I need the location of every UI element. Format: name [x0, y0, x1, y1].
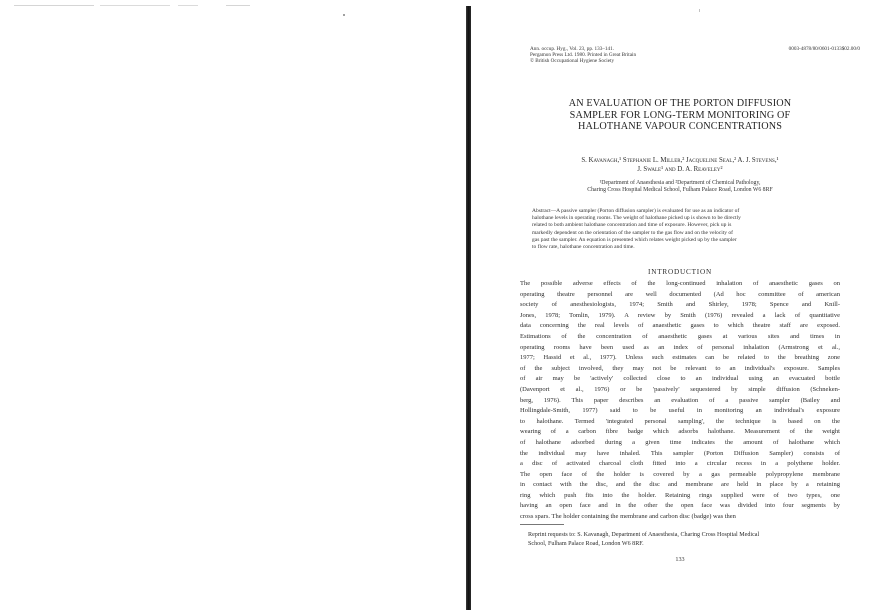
body-line: the individual may have inhaled. This sampler (Porton Diffusion Sampler) consists of [520, 449, 840, 457]
authors [510, 156, 850, 174]
body-line: to halothane. Termed 'integrated personal sampling', the technique is based on the [520, 417, 840, 425]
scan-mark [14, 5, 94, 6]
abstract-line: gas past the sampler. An equation is presented which relates weight picked up by the sampler [532, 236, 737, 243]
body-line: berg, 1976). This paper describes an evaluation of a passive sampler (Bailey and [520, 396, 840, 404]
body-line: data concerning the real levels of anaesthetic gases to which theatre staff are exposed. [520, 322, 840, 330]
journal-info-line: Ann. occup. Hyg., Vol. 23, pp. 133–141. [530, 46, 614, 52]
abstract-line: Abstract—A passive sampler (Porton diffusion sampler) is evaluated for use as an indicator of [532, 208, 740, 214]
page-number: 133 [675, 556, 685, 563]
journal-info-line: Pergamon Press Ltd. 1980. Printed in Great Britain [530, 52, 637, 58]
body-line: 1977; Hassid et al., 1977). Unless such estimates can be related to the breathing zone [520, 354, 840, 362]
abstract-line: markedly dependent on the orientation of the sampler to the gas flow and on the velocity of [532, 229, 733, 236]
paper-title [510, 98, 850, 133]
title-line: SAMPLER FOR LONG-TERM MONITORING OF [569, 109, 791, 121]
body-line: of halothane adsorbed during a given time indicates the amount of halothane which [520, 438, 840, 446]
body-line: wearing of a carbon fibre badge which adsorbs halothane. Measurement of the weight [520, 428, 840, 436]
abstract-line: halothane levels in operating rooms. The weight of halothane picked up is shown to be directly [532, 215, 741, 222]
body-line: ring which push fits into the holder. Retaining rings supplied were of two types, one [520, 491, 840, 499]
body-line: having an open face and in the other the open face was divided into four segments by [520, 502, 840, 510]
body-line: society of anesthesiologists, 1974; Smith and Shirley, 1978; Spence and Knill- [520, 301, 840, 309]
abstract-line: to flow rate, halothane concentration and time. [532, 244, 635, 251]
footnote [528, 531, 840, 550]
book-gutter [466, 6, 471, 610]
scan-mark [178, 5, 198, 6]
affiliation-line: Charing Cross Hospital Medical School, Fulham Palace Road, London W6 8RF [587, 187, 773, 194]
title-line: HALOTHANE VAPOUR CONCENTRATIONS [577, 121, 783, 133]
body-line: Estimations of the concentration of anaesthetic gases at various sites and times in [520, 332, 840, 340]
footnote-line: School, Fulham Palace Road, London W6 8RF. [528, 541, 644, 548]
section-heading-introduction: INTRODUCTION [648, 268, 712, 276]
authors-line: S. Kavanagh,¹ Stephanie L. Miller,² Jacqueline Seal,² A. J. Stevens,¹ [581, 157, 779, 164]
footnote-line: Reprint requests to: S. Kavanagh, Department of Anaesthesia, Charing Cross Hospital Medical [528, 532, 760, 538]
body-line: of the subject involved, they may not be relevant to an individual's exposure. Samples [520, 364, 840, 372]
scan-mark [343, 14, 345, 16]
abstract [532, 208, 828, 251]
scan-mark [100, 5, 170, 6]
body-line: (Davenport et al., 1976) or be 'passively' sequestered by simple diffusion (Schneken- [520, 385, 840, 393]
affiliation [510, 180, 850, 194]
journal-info [530, 46, 730, 64]
body-line: Jones, 1978; Tomlin, 1979). A review by Smith (1976) revealed a lack of quantitative [520, 311, 840, 319]
journal-code: 0003-4878/80/0601-0133$02.00/0 [788, 46, 860, 52]
body-line: in contact with the disc, and the disc and membrane are held in place by a retaining [520, 481, 840, 489]
title-line: AN EVALUATION OF THE PORTON DIFFUSION [568, 98, 792, 109]
body-line: a disc of activated charcoal cloth fitted into a circular recess in a polythene holder. [520, 460, 840, 468]
body-line: The possible adverse effects of the long-continued inhalation of anaesthetic gases on [520, 280, 840, 287]
body-line: Hollingdale-Smith, 1977) said to be useful in monitoring an individual's exposure [520, 407, 840, 415]
affiliation-line: ¹Department of Anaesthesia and ²Department of Chemical Pathology, [599, 180, 761, 186]
body-line: cross spars. The holder containing the membrane and carbon disc (badge) was then [520, 513, 736, 521]
introduction-body [520, 279, 840, 523]
paper-page [480, 0, 880, 616]
body-line: operating rooms have been used as an index of personal inhalation (Armstrong et al., [520, 343, 840, 351]
footnote-rule [520, 524, 564, 525]
body-line: operating theatre personnel are well documented (Ad hoc committee of american [520, 290, 840, 298]
scan-mark [226, 5, 250, 6]
abstract-line: related to both ambient halothane concentration and time of exposure. However, pick up is [532, 222, 732, 229]
authors-line: J. Swale¹ and D. A. Reaveley² [637, 166, 723, 173]
body-line: of air may be 'actively' collected close to an individual using an evacuated bottle [520, 375, 840, 383]
body-line: The open face of the holder is covered by a gas permeable polypropylene membrane [520, 470, 840, 478]
journal-info-line: © British Occupational Hygiene Society [530, 58, 615, 64]
